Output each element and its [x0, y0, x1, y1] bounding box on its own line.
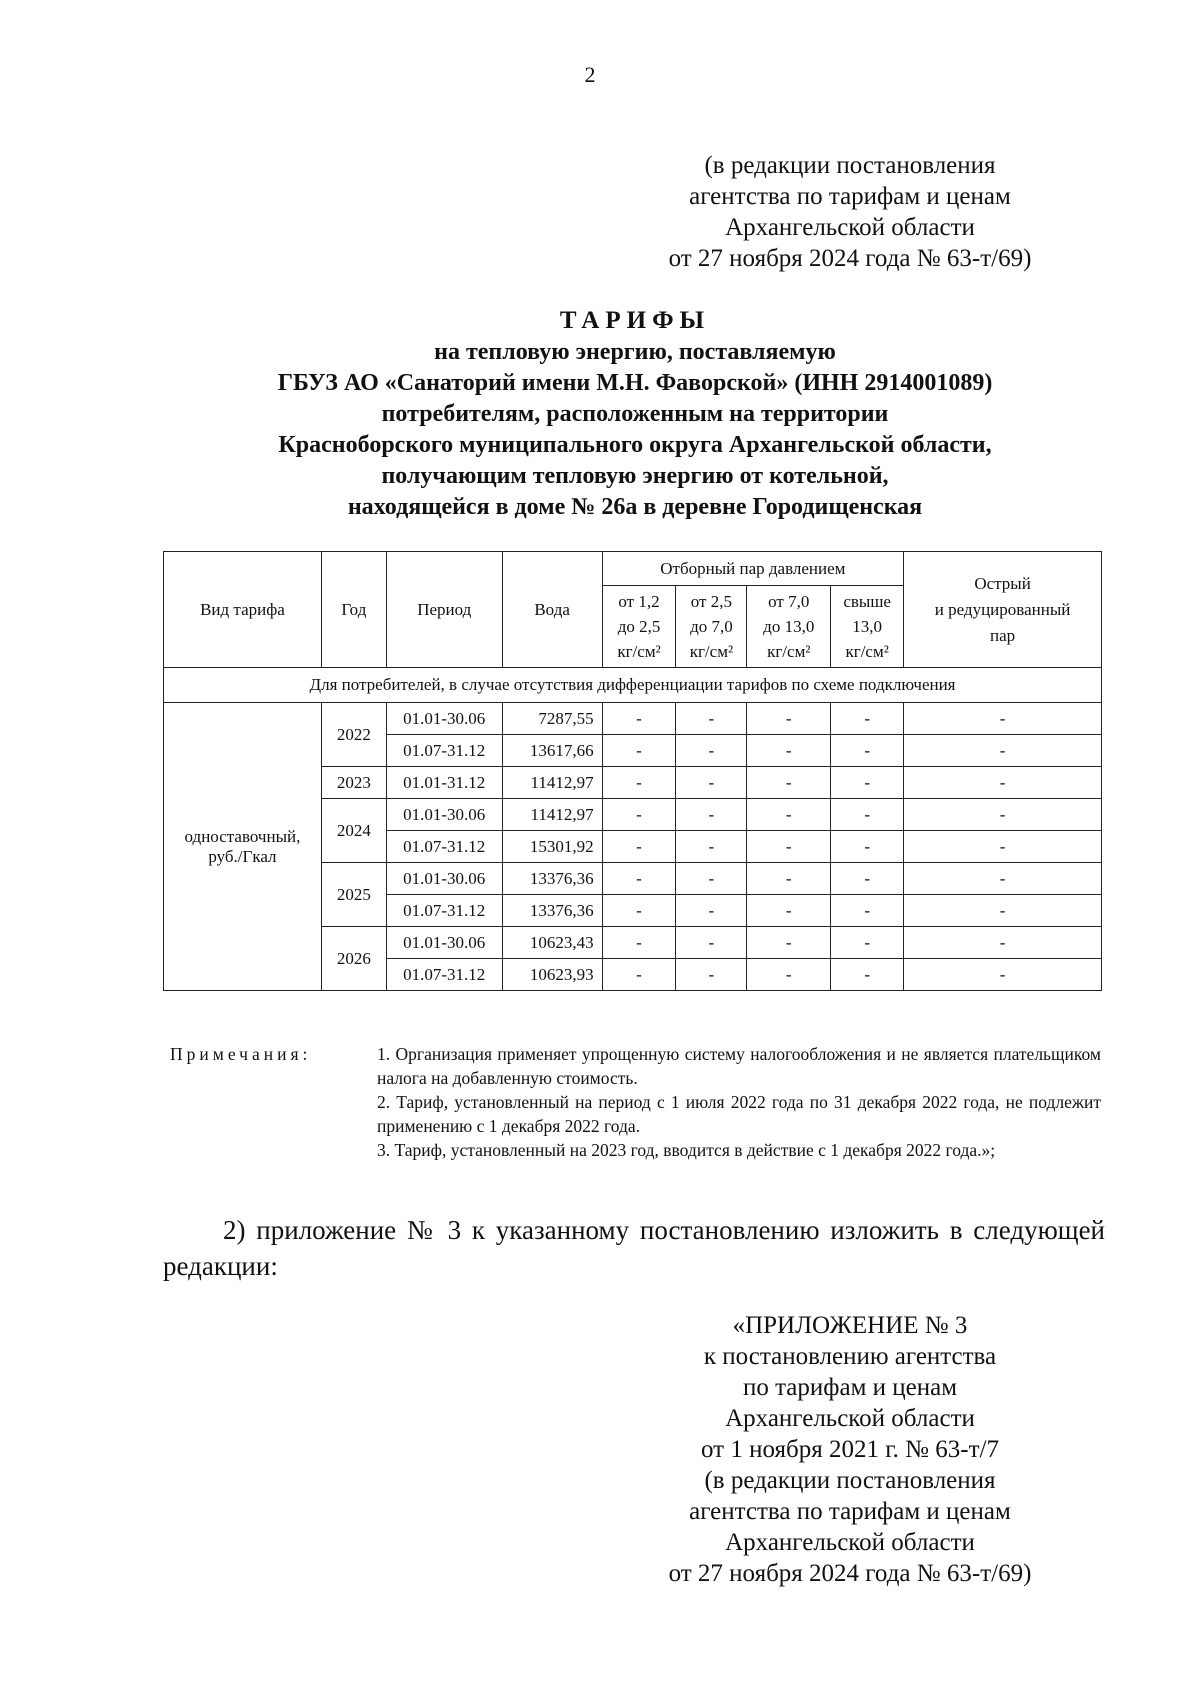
steam-cell: - [602, 895, 676, 927]
header-text: кг/см² [689, 642, 734, 661]
period-cell: 01.07-31.12 [386, 895, 502, 927]
note-item: 2. Тариф, установленный на период с 1 июля 2022 года по 31 декабря 2022 года, не подлежит применению с 1 декабря 2022 года. [377, 1092, 1101, 1136]
sharp-steam-cell: - [904, 735, 1102, 767]
edition-line: Архангельской области [725, 214, 975, 241]
tariff-name-cell [164, 703, 322, 991]
edition-note-top [640, 150, 1060, 274]
page-number: 2 [584, 62, 596, 87]
title-line: потребителям, расположенным на территории [381, 401, 889, 427]
header-text: свыше [843, 592, 891, 611]
steam-cell: - [747, 767, 831, 799]
steam-cell: - [602, 767, 676, 799]
steam-cell: - [831, 959, 904, 991]
water-cell: 13617,66 [502, 735, 602, 767]
sharp-steam-cell: - [904, 863, 1102, 895]
sharp-steam-cell: - [904, 895, 1102, 927]
steam-cell: - [831, 767, 904, 799]
edition-line: от 27 ноября 2024 года № 63-т/69) [668, 245, 1032, 272]
appendix-line: по тарифам и ценам [742, 1374, 958, 1401]
header-text: до 7,0 [690, 617, 733, 636]
edition-line: (в редакции постановления [704, 152, 996, 179]
title-main: ТАРИФЫ [559, 307, 711, 334]
steam-cell: - [831, 703, 904, 735]
year-cell: 2024 [321, 799, 386, 863]
period-cell: 01.01-31.12 [386, 767, 502, 799]
header-period: Период [386, 552, 502, 668]
steam-cell: - [831, 799, 904, 831]
year-cell: 2025 [321, 863, 386, 927]
period-cell: 01.01-30.06 [386, 799, 502, 831]
amendment-paragraph: 2) приложение № 3 к указанному постановлению изложить в следующей редакции: [163, 1215, 1105, 1281]
period-cell: 01.07-31.12 [386, 831, 502, 863]
steam-cell: - [747, 703, 831, 735]
steam-cell: - [602, 735, 676, 767]
document-title [150, 305, 1120, 523]
water-cell: 10623,93 [502, 959, 602, 991]
title-line: ГБУЗ АО «Санаторий имени М.Н. Фаворской» (ИНН 2914001089) [277, 370, 993, 396]
steam-cell: - [747, 863, 831, 895]
steam-cell: - [676, 831, 747, 863]
title-line: Красноборского муниципального округа Архангельской области, [278, 432, 992, 458]
header-steam-2 [676, 586, 747, 668]
header-steam-group: Отборный пар давлением [602, 552, 904, 586]
title-line: получающим тепловую энергию от котельной, [381, 463, 889, 489]
notes-body [377, 1042, 1101, 1162]
water-cell: 13376,36 [502, 863, 602, 895]
steam-cell: - [676, 863, 747, 895]
header-sharp-steam [904, 552, 1102, 668]
steam-cell: - [676, 703, 747, 735]
steam-cell: - [602, 927, 676, 959]
water-cell: 13376,36 [502, 895, 602, 927]
steam-cell: - [831, 831, 904, 863]
steam-cell: - [747, 927, 831, 959]
period-cell: 01.01-30.06 [386, 927, 502, 959]
title-line: на тепловую энергию, поставляемую [434, 339, 836, 365]
header-text: до 13,0 [763, 617, 815, 636]
tariffs-table [163, 551, 1102, 991]
steam-cell: - [676, 735, 747, 767]
header-tariff-type: Вид тарифа [164, 552, 322, 668]
period-cell: 01.07-31.12 [386, 735, 502, 767]
steam-cell: - [676, 927, 747, 959]
sharp-steam-cell: - [904, 927, 1102, 959]
sharp-steam-cell: - [904, 799, 1102, 831]
header-water: Вода [502, 552, 602, 668]
steam-cell: - [676, 895, 747, 927]
header-text: от 7,0 [768, 592, 810, 611]
steam-cell: - [602, 959, 676, 991]
appendix-line: агентства по тарифам и ценам [689, 1498, 1011, 1525]
steam-cell: - [831, 895, 904, 927]
header-text: от 2,5 [690, 592, 732, 611]
steam-cell: - [831, 735, 904, 767]
water-cell: 7287,55 [502, 703, 602, 735]
steam-cell: - [747, 895, 831, 927]
tariff-name: одноставочный, [184, 826, 301, 846]
edition-line: агентства по тарифам и ценам [689, 183, 1011, 210]
appendix-line: от 1 ноября 2021 г. № 63-т/7 [701, 1436, 999, 1463]
steam-cell: - [747, 831, 831, 863]
year-cell: 2026 [321, 927, 386, 991]
period-cell: 01.01-30.06 [386, 703, 502, 735]
steam-cell: - [602, 831, 676, 863]
note-item: 1. Организация применяет упрощенную систему налогообложения и не является плательщиком налога на добавленную стоимость. [377, 1044, 1101, 1088]
steam-cell: - [747, 959, 831, 991]
steam-cell: - [831, 927, 904, 959]
steam-cell: - [831, 863, 904, 895]
header-text: Острый [974, 573, 1031, 593]
appendix-header [640, 1310, 1060, 1589]
sharp-steam-cell: - [904, 959, 1102, 991]
note-item: 3. Тариф, установленный на 2023 год, вводится в действие с 1 декабря 2022 года.»; [377, 1140, 996, 1160]
header-steam-4 [831, 586, 904, 668]
appendix-line: «ПРИЛОЖЕНИЕ № 3 [732, 1312, 968, 1339]
title-line: находящейся в доме № 26а в деревне Городищенская [347, 494, 923, 520]
tariff-unit: руб./Гкал [208, 846, 277, 866]
appendix-line: (в редакции постановления [704, 1467, 996, 1494]
water-cell: 10623,43 [502, 927, 602, 959]
steam-cell: - [602, 863, 676, 895]
header-text: и редуцированный [934, 599, 1071, 619]
appendix-line: Архангельской области [725, 1529, 975, 1556]
sharp-steam-cell: - [904, 703, 1102, 735]
header-text: кг/см² [845, 642, 889, 661]
sharp-steam-cell: - [904, 767, 1102, 799]
steam-cell: - [676, 799, 747, 831]
period-cell: 01.07-31.12 [386, 959, 502, 991]
steam-cell: - [747, 735, 831, 767]
header-text: кг/см² [617, 642, 661, 661]
steam-cell: - [676, 767, 747, 799]
steam-cell: - [602, 703, 676, 735]
header-text: кг/см² [767, 642, 811, 661]
section-row: Для потребителей, в случае отсутствия дифференциации тарифов по схеме подключения [164, 668, 1102, 703]
year-cell: 2022 [321, 703, 386, 767]
header-text: до 2,5 [617, 617, 661, 636]
steam-cell: - [747, 799, 831, 831]
period-cell: 01.01-30.06 [386, 863, 502, 895]
notes-label: Примечания: [170, 1044, 312, 1064]
water-cell: 11412,97 [502, 799, 602, 831]
water-cell: 15301,92 [502, 831, 602, 863]
header-text: пар [989, 625, 1016, 645]
header-steam-3 [747, 586, 831, 668]
appendix-line: от 27 ноября 2024 года № 63-т/69) [668, 1560, 1032, 1587]
water-cell: 11412,97 [502, 767, 602, 799]
year-cell: 2023 [321, 767, 386, 799]
header-text: 13,0 [852, 617, 883, 636]
appendix-line: Архангельской области [725, 1405, 975, 1432]
header-text: от 1,2 [618, 592, 660, 611]
sharp-steam-cell: - [904, 831, 1102, 863]
appendix-line: к постановлению агентства [703, 1343, 997, 1370]
steam-cell: - [602, 799, 676, 831]
header-year: Год [321, 552, 386, 668]
steam-cell: - [676, 959, 747, 991]
header-steam-1 [602, 586, 676, 668]
